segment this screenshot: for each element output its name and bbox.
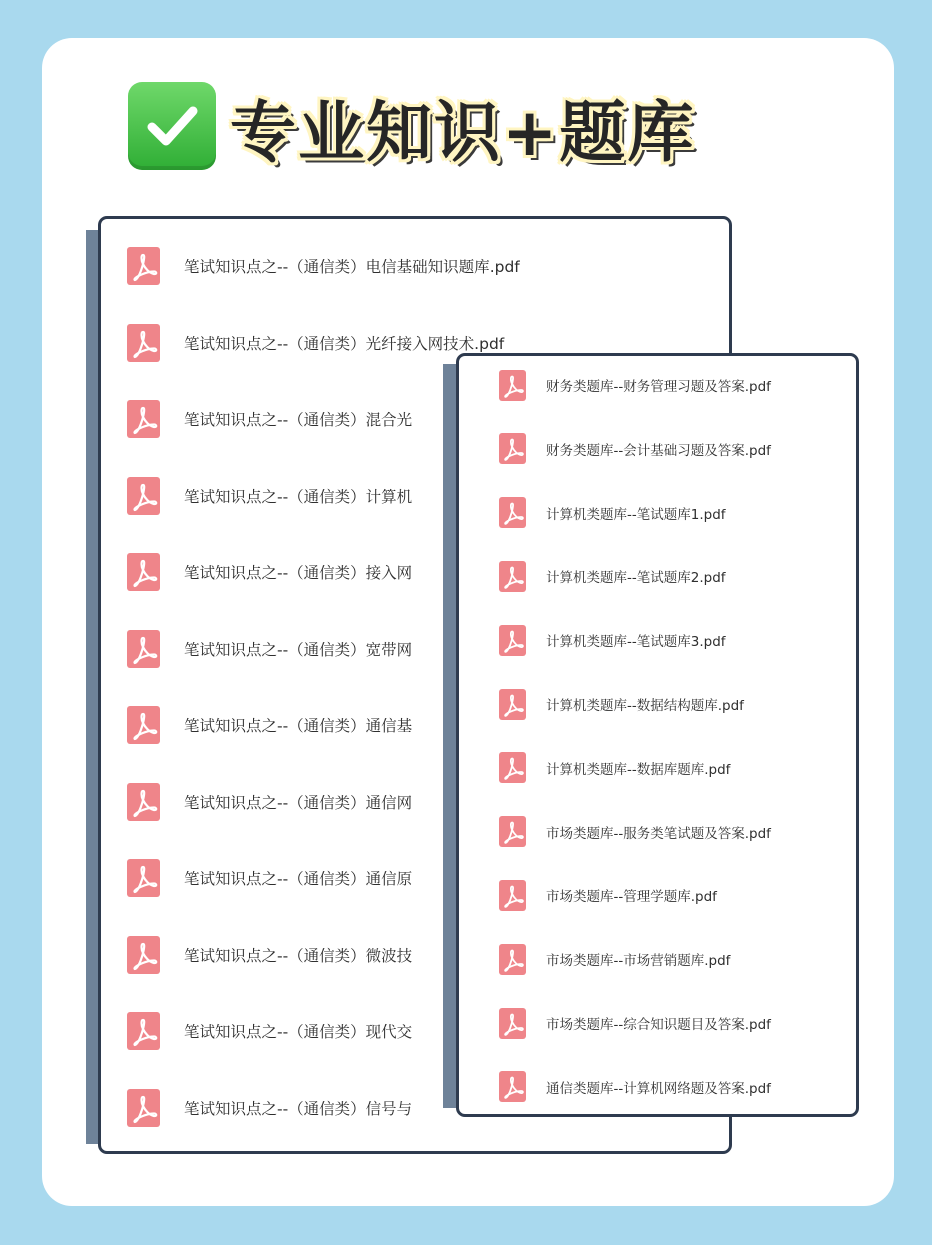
pdf-file-icon xyxy=(127,247,160,285)
pdf-file-icon xyxy=(127,477,160,515)
pdf-file-icon xyxy=(499,944,526,975)
pdf-file-icon xyxy=(127,553,160,591)
pdf-file-icon xyxy=(499,880,526,911)
pdf-file-icon xyxy=(499,1008,526,1039)
file-list-item[interactable] xyxy=(459,684,856,724)
pdf-file-icon xyxy=(127,936,160,974)
pdf-file-icon xyxy=(499,561,526,592)
pdf-file-icon xyxy=(127,1089,160,1127)
pdf-file-icon xyxy=(499,370,526,401)
file-name: 计算机类题库--数据库题库.pdf xyxy=(546,761,731,778)
pdf-file-icon xyxy=(499,816,526,847)
file-list-item[interactable] xyxy=(459,556,856,596)
file-name: 市场类题库--市场营销题库.pdf xyxy=(546,953,731,970)
check-mark-icon xyxy=(128,82,216,170)
file-list-item[interactable] xyxy=(459,1067,856,1107)
pdf-file-icon xyxy=(499,1071,526,1102)
file-name: 计算机类题库--笔试题库2.pdf xyxy=(546,570,726,587)
file-name: 市场类题库--管理学题库.pdf xyxy=(546,889,717,906)
pdf-file-icon xyxy=(127,630,160,668)
file-name: 笔试知识点之--（通信类）通信原 xyxy=(184,870,413,888)
pdf-file-icon xyxy=(127,324,160,362)
file-list-item[interactable] xyxy=(459,429,856,469)
file-name: 市场类题库--服务类笔试题及答案.pdf xyxy=(546,825,771,842)
file-list-item[interactable] xyxy=(459,1003,856,1043)
pdf-file-icon xyxy=(127,1012,160,1050)
pdf-file-icon xyxy=(499,433,526,464)
file-name: 笔试知识点之--（通信类）接入网 xyxy=(184,564,413,582)
file-name: 通信类题库--计算机网络题及答案.pdf xyxy=(546,1080,771,1097)
file-name: 笔试知识点之--（通信类）光纤接入网技术.pdf xyxy=(184,334,505,353)
file-list-item[interactable] xyxy=(459,939,856,979)
file-name: 财务类题库--财务管理习题及答案.pdf xyxy=(546,379,771,395)
file-name: 笔试知识点之--（通信类）通信网 xyxy=(184,793,413,812)
file-name: 市场类题库--综合知识题目及答案.pdf xyxy=(546,1017,771,1033)
file-name: 笔试知识点之--（通信类）宽带网 xyxy=(184,640,413,659)
pdf-file-icon xyxy=(127,400,160,438)
file-name: 笔试知识点之--（通信类）通信基 xyxy=(184,717,413,735)
file-list-item[interactable] xyxy=(459,365,856,405)
file-name: 笔试知识点之--（通信类）微波技 xyxy=(184,946,413,965)
file-name: 财务类题库--会计基础习题及答案.pdf xyxy=(546,442,771,459)
file-name: 计算机类题库--笔试题库3.pdf xyxy=(546,634,726,651)
file-name: 计算机类题库--数据结构题库.pdf xyxy=(546,698,744,714)
file-list-item[interactable] xyxy=(459,812,856,852)
file-list-item[interactable] xyxy=(459,748,856,788)
file-list-panel-question-bank xyxy=(456,353,859,1117)
file-name: 笔试知识点之--（通信类）计算机 xyxy=(184,487,413,506)
file-list-item[interactable] xyxy=(459,493,856,533)
file-name: 笔试知识点之--（通信类）电信基础知识题库.pdf xyxy=(184,258,520,276)
pdf-file-icon xyxy=(499,689,526,720)
page-title: 专业知识+题库 xyxy=(230,93,696,171)
file-list-item[interactable] xyxy=(459,875,856,915)
pdf-file-icon xyxy=(499,497,526,528)
file-name: 笔试知识点之--（通信类）混合光 xyxy=(184,411,413,429)
file-name: 计算机类题库--笔试题库1.pdf xyxy=(546,506,726,523)
pdf-file-icon xyxy=(127,783,160,821)
pdf-file-icon xyxy=(127,859,160,897)
file-name: 笔试知识点之--（通信类）现代交 xyxy=(184,1023,413,1041)
file-name: 笔试知识点之--（通信类）信号与 xyxy=(184,1099,413,1118)
page-header xyxy=(128,80,695,172)
file-list-item[interactable] xyxy=(459,620,856,660)
pdf-file-icon xyxy=(499,752,526,783)
file-list-item[interactable] xyxy=(101,246,729,286)
pdf-file-icon xyxy=(127,706,160,744)
pdf-file-icon xyxy=(499,625,526,656)
